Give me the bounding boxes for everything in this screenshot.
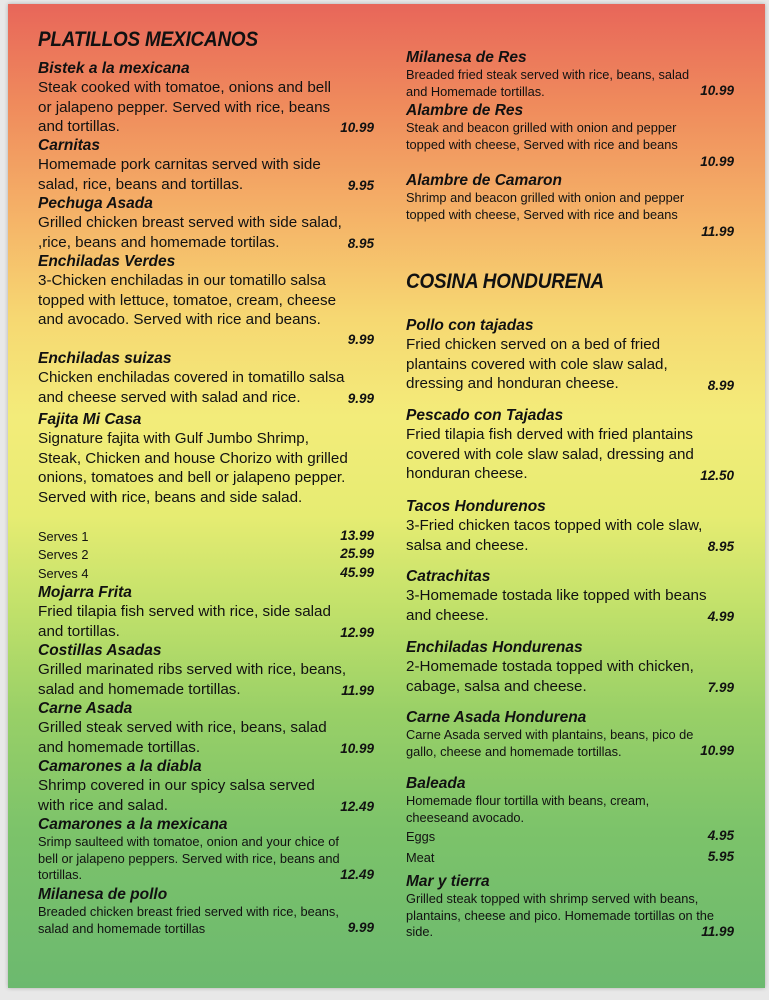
item-price: 8.95 bbox=[707, 539, 734, 554]
variant-price: 13.99 bbox=[340, 528, 374, 543]
item-price: 11.99 bbox=[701, 224, 734, 239]
item-price: 10.99 bbox=[340, 120, 374, 135]
item-name: Enchiladas suizas bbox=[38, 350, 172, 367]
item-name: Alambre de Res bbox=[406, 102, 524, 119]
item-price: 4.99 bbox=[707, 609, 734, 624]
item-description: Grilled steak served with rice, beans, salad and homemade tortillas. bbox=[38, 719, 327, 756]
item-description: Carne Asada served with plantains, beans, pico de gallo, cheese and homemade tortillas. bbox=[406, 727, 694, 759]
item-name: Mar y tierra bbox=[406, 873, 490, 890]
item-name: Costillas Asadas bbox=[38, 642, 162, 659]
item-name: Fajita Mi Casa bbox=[38, 411, 142, 428]
item-price: 9.99 bbox=[347, 920, 374, 935]
item-name: Pescado con Tajadas bbox=[406, 407, 564, 424]
item-description: Fried chicken served on a bed of fried plantains covered with cole slaw salad, dressing and honduran cheese. bbox=[406, 336, 668, 393]
section-title-hondurena: COSINA HONDURENA bbox=[406, 270, 605, 293]
menu-item-costillas-asadas bbox=[38, 642, 374, 699]
menu-item-tacos-hondurenos bbox=[406, 498, 734, 555]
item-name: Carne Asada bbox=[38, 700, 133, 717]
item-price: 12.50 bbox=[700, 468, 734, 483]
menu-page bbox=[8, 4, 765, 988]
item-description: Steak and beacon grilled with onion and pepper topped with cheese, Served with rice and beans bbox=[406, 120, 678, 152]
menu-item-mojarra-frita bbox=[38, 584, 374, 641]
variant-label: Serves 1 bbox=[38, 529, 89, 544]
item-price: 12.99 bbox=[340, 625, 374, 640]
item-name: Enchiladas Hondurenas bbox=[406, 639, 583, 656]
item-description: Srimp saulteed with tomatoe, onion and your chice of bell or jalapeno peppers. Served with rice, beans and tortillas. bbox=[38, 834, 340, 883]
menu-item-camarones-mexicana bbox=[38, 816, 374, 884]
item-price: 10.99 bbox=[700, 83, 734, 98]
item-name: Mojarra Frita bbox=[38, 584, 132, 601]
menu-item-catrachitas bbox=[406, 568, 734, 625]
item-name: Enchiladas Verdes bbox=[38, 253, 176, 270]
item-name: Milanesa de pollo bbox=[38, 886, 168, 903]
item-description: Grilled steak topped with shrimp served with beans, plantains, cheese and pico. Homemade tortillas on the side. bbox=[406, 891, 715, 940]
variant-label: Serves 4 bbox=[38, 566, 89, 581]
menu-item-baleada bbox=[406, 775, 734, 865]
section-title-mexicanos: PLATILLOS MEXICANOS bbox=[38, 28, 258, 51]
item-name: Tacos Hondurenos bbox=[406, 498, 546, 515]
item-description: 3-Chicken enchiladas in our tomatillo salsa topped with lettuce, tomatoe, cream, cheese and avocado. Served with rice and beans. bbox=[38, 272, 337, 329]
variant-price: 45.99 bbox=[340, 565, 374, 580]
item-description: Homemade flour tortilla with beans, cream, cheeseand avocado. bbox=[406, 793, 650, 825]
item-description: 2-Homemade tostada topped with chicken, cabage, salsa and cheese. bbox=[406, 658, 694, 695]
item-description: Grilled chicken breast served with side salad, ,rice, beans and homemade tortilas. bbox=[38, 214, 342, 251]
item-description: Steak cooked with tomatoe, onions and bell or jalapeno pepper. Served with rice, beans and tortillas. bbox=[38, 79, 331, 136]
item-price: 10.99 bbox=[700, 154, 734, 169]
item-description: 3-Homemade tostada like topped with beans and cheese. bbox=[406, 587, 707, 624]
item-description: Fried tilapia fish served with rice, side salad and tortillas. bbox=[38, 603, 331, 640]
item-description: Shrimp and beacon grilled with onion and pepper topped with cheese, Served with rice and beans bbox=[406, 190, 685, 222]
item-price: 9.95 bbox=[347, 178, 374, 193]
variant-label: Serves 2 bbox=[38, 547, 89, 562]
item-description: 3-Fried chicken tacos topped with cole slaw, salsa and cheese. bbox=[406, 517, 703, 554]
item-price: 10.99 bbox=[700, 743, 734, 758]
menu-item-pollo-tajadas bbox=[406, 317, 734, 394]
item-name: Alambre de Camaron bbox=[406, 172, 562, 189]
item-description: Shrimp covered in our spicy salsa served with rice and salad. bbox=[38, 777, 315, 814]
item-name: Camarones a la mexicana bbox=[38, 816, 228, 833]
item-price: 8.95 bbox=[347, 236, 374, 251]
variant-label: Eggs bbox=[406, 829, 436, 844]
menu-item-pescado-tajadas bbox=[406, 407, 734, 484]
item-price: 9.99 bbox=[347, 332, 374, 347]
item-name: Catrachitas bbox=[406, 568, 491, 585]
item-description: Signature fajita with Gulf Jumbo Shrimp, Steak, Chicken and house Chorizo with grilled onions, tomatoes and bell or jalapeno pepper. Served with rice, beans and side salad. bbox=[38, 430, 348, 506]
item-name: Pollo con tajadas bbox=[406, 317, 534, 334]
item-description: Chicken enchiladas covered in tomatillo salsa and cheese served with salad and rice. bbox=[38, 369, 345, 406]
menu-item-alambre-camaron bbox=[406, 172, 734, 239]
item-description: Homemade pork carnitas served with side salad, rice, beans and tortillas. bbox=[38, 156, 321, 193]
item-description: Fried tilapia fish derved with fried plantains covered with cole slaw salad, dressing and honduran cheese. bbox=[406, 426, 694, 483]
menu-item-alambre-res bbox=[406, 102, 734, 169]
menu-item-carne-asada bbox=[38, 700, 374, 757]
item-price: 7.99 bbox=[707, 680, 734, 695]
item-name: Milanesa de Res bbox=[406, 49, 527, 66]
menu-item-enchiladas-suizas bbox=[38, 350, 374, 407]
variant-price: 5.95 bbox=[707, 849, 734, 864]
menu-item-carne-asada-hondurena bbox=[406, 709, 734, 760]
item-price: 12.49 bbox=[340, 799, 374, 814]
item-name: Bistek a la mexicana bbox=[38, 60, 190, 77]
item-name: Pechuga Asada bbox=[38, 195, 153, 212]
item-name: Carnitas bbox=[38, 137, 101, 154]
item-name: Baleada bbox=[406, 775, 466, 792]
item-price: 11.99 bbox=[701, 924, 734, 939]
item-price: 9.99 bbox=[347, 391, 374, 406]
item-description: Breaded fried steak served with rice, beans, salad and Homemade tortillas. bbox=[406, 67, 690, 99]
item-description: Breaded chicken breast fried served with rice, beans, salad and homemade tortillas bbox=[38, 904, 339, 936]
menu-item-enchiladas-verdes bbox=[38, 253, 374, 347]
menu-item-bistek bbox=[38, 60, 374, 137]
variant-price: 25.99 bbox=[340, 546, 374, 561]
menu-item-mar-y-tierra bbox=[406, 873, 734, 941]
item-name: Camarones a la diabla bbox=[38, 758, 202, 775]
menu-item-carnitas bbox=[38, 137, 374, 194]
menu-item-milanesa-res bbox=[406, 49, 734, 100]
menu-item-camarones-diabla bbox=[38, 758, 374, 815]
menu-item-milanesa-pollo bbox=[38, 886, 374, 937]
variant-label: Meat bbox=[406, 850, 435, 865]
variant-price: 4.95 bbox=[707, 828, 734, 843]
item-price: 8.99 bbox=[707, 378, 734, 393]
item-name: Carne Asada Hondurena bbox=[406, 709, 587, 726]
item-price: 10.99 bbox=[340, 741, 374, 756]
menu-item-fajita-mi-casa bbox=[38, 411, 374, 581]
menu-item-enchiladas-hondurenas bbox=[406, 639, 734, 696]
item-description: Grilled marinated ribs served with rice, beans, salad and homemade tortillas. bbox=[38, 661, 347, 698]
item-price: 12.49 bbox=[340, 867, 374, 882]
menu-item-pechuga-asada bbox=[38, 195, 374, 252]
item-price: 11.99 bbox=[341, 683, 374, 698]
